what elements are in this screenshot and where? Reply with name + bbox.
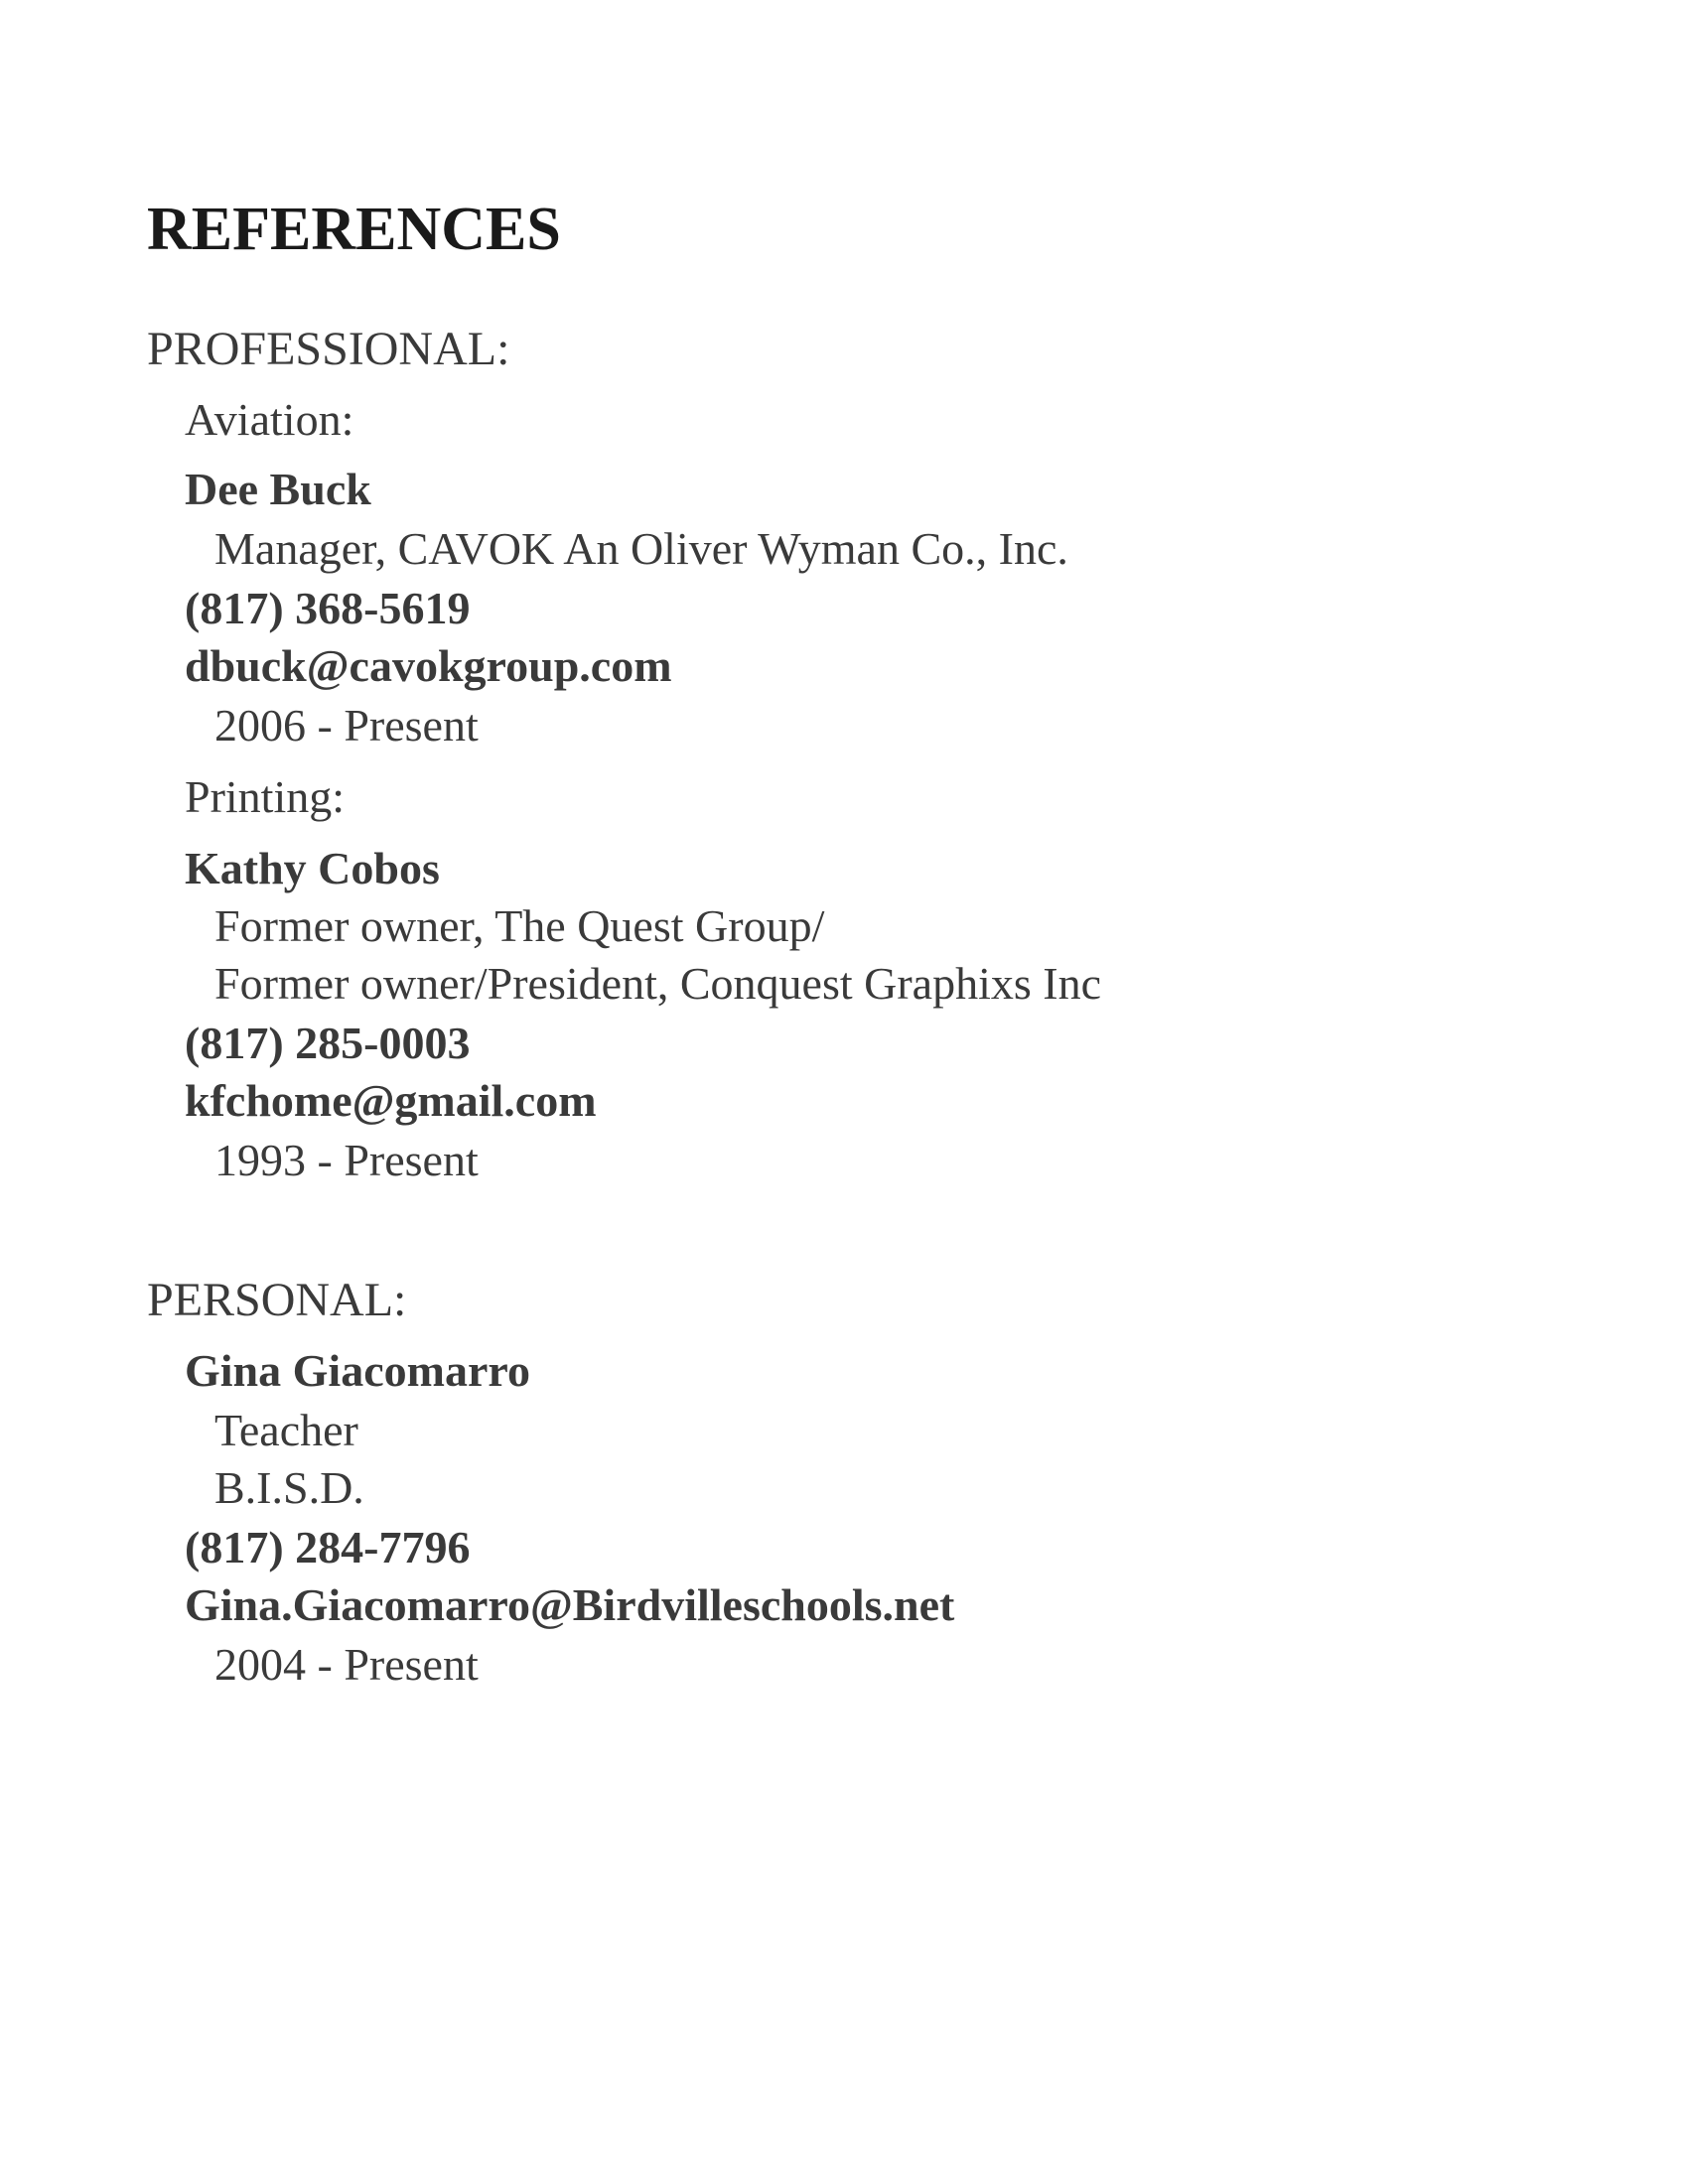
reference-role: Manager, CAVOK An Oliver Wyman Co., Inc. [214,523,1068,574]
reference-role-line-2: B.I.S.D. [214,1462,364,1513]
section-professional-label: PROFESSIONAL: [147,323,510,375]
reference-name-dee-buck: Dee Buck [185,464,371,514]
reference-email[interactable]: kfchome@gmail.com [185,1075,597,1126]
reference-years: 2006 - Present [214,700,479,751]
category-aviation-label: Aviation: [185,394,354,445]
reference-phone: (817) 285-0003 [185,1018,471,1068]
page-title: REFERENCES [147,196,561,263]
reference-years: 1993 - Present [214,1135,479,1185]
category-printing-label: Printing: [185,771,346,822]
reference-phone: (817) 368-5619 [185,583,471,633]
reference-name-kathy-cobos: Kathy Cobos [185,843,440,893]
section-personal-label: PERSONAL: [147,1274,407,1326]
reference-email[interactable]: Gina.Giacomarro@Birdvilleschools.net [185,1579,955,1630]
reference-role-line-1: Former owner, The Quest Group/ [214,900,825,951]
reference-name-gina-giacomarro: Gina Giacomarro [185,1345,530,1396]
reference-phone: (817) 284-7796 [185,1522,471,1572]
reference-role-line-1: Teacher [214,1405,358,1455]
reference-role-line-2: Former owner/President, Conquest Graphixs Inc [214,958,1102,1009]
reference-years: 2004 - Present [214,1639,479,1690]
reference-email[interactable]: dbuck@cavokgroup.com [185,640,672,691]
